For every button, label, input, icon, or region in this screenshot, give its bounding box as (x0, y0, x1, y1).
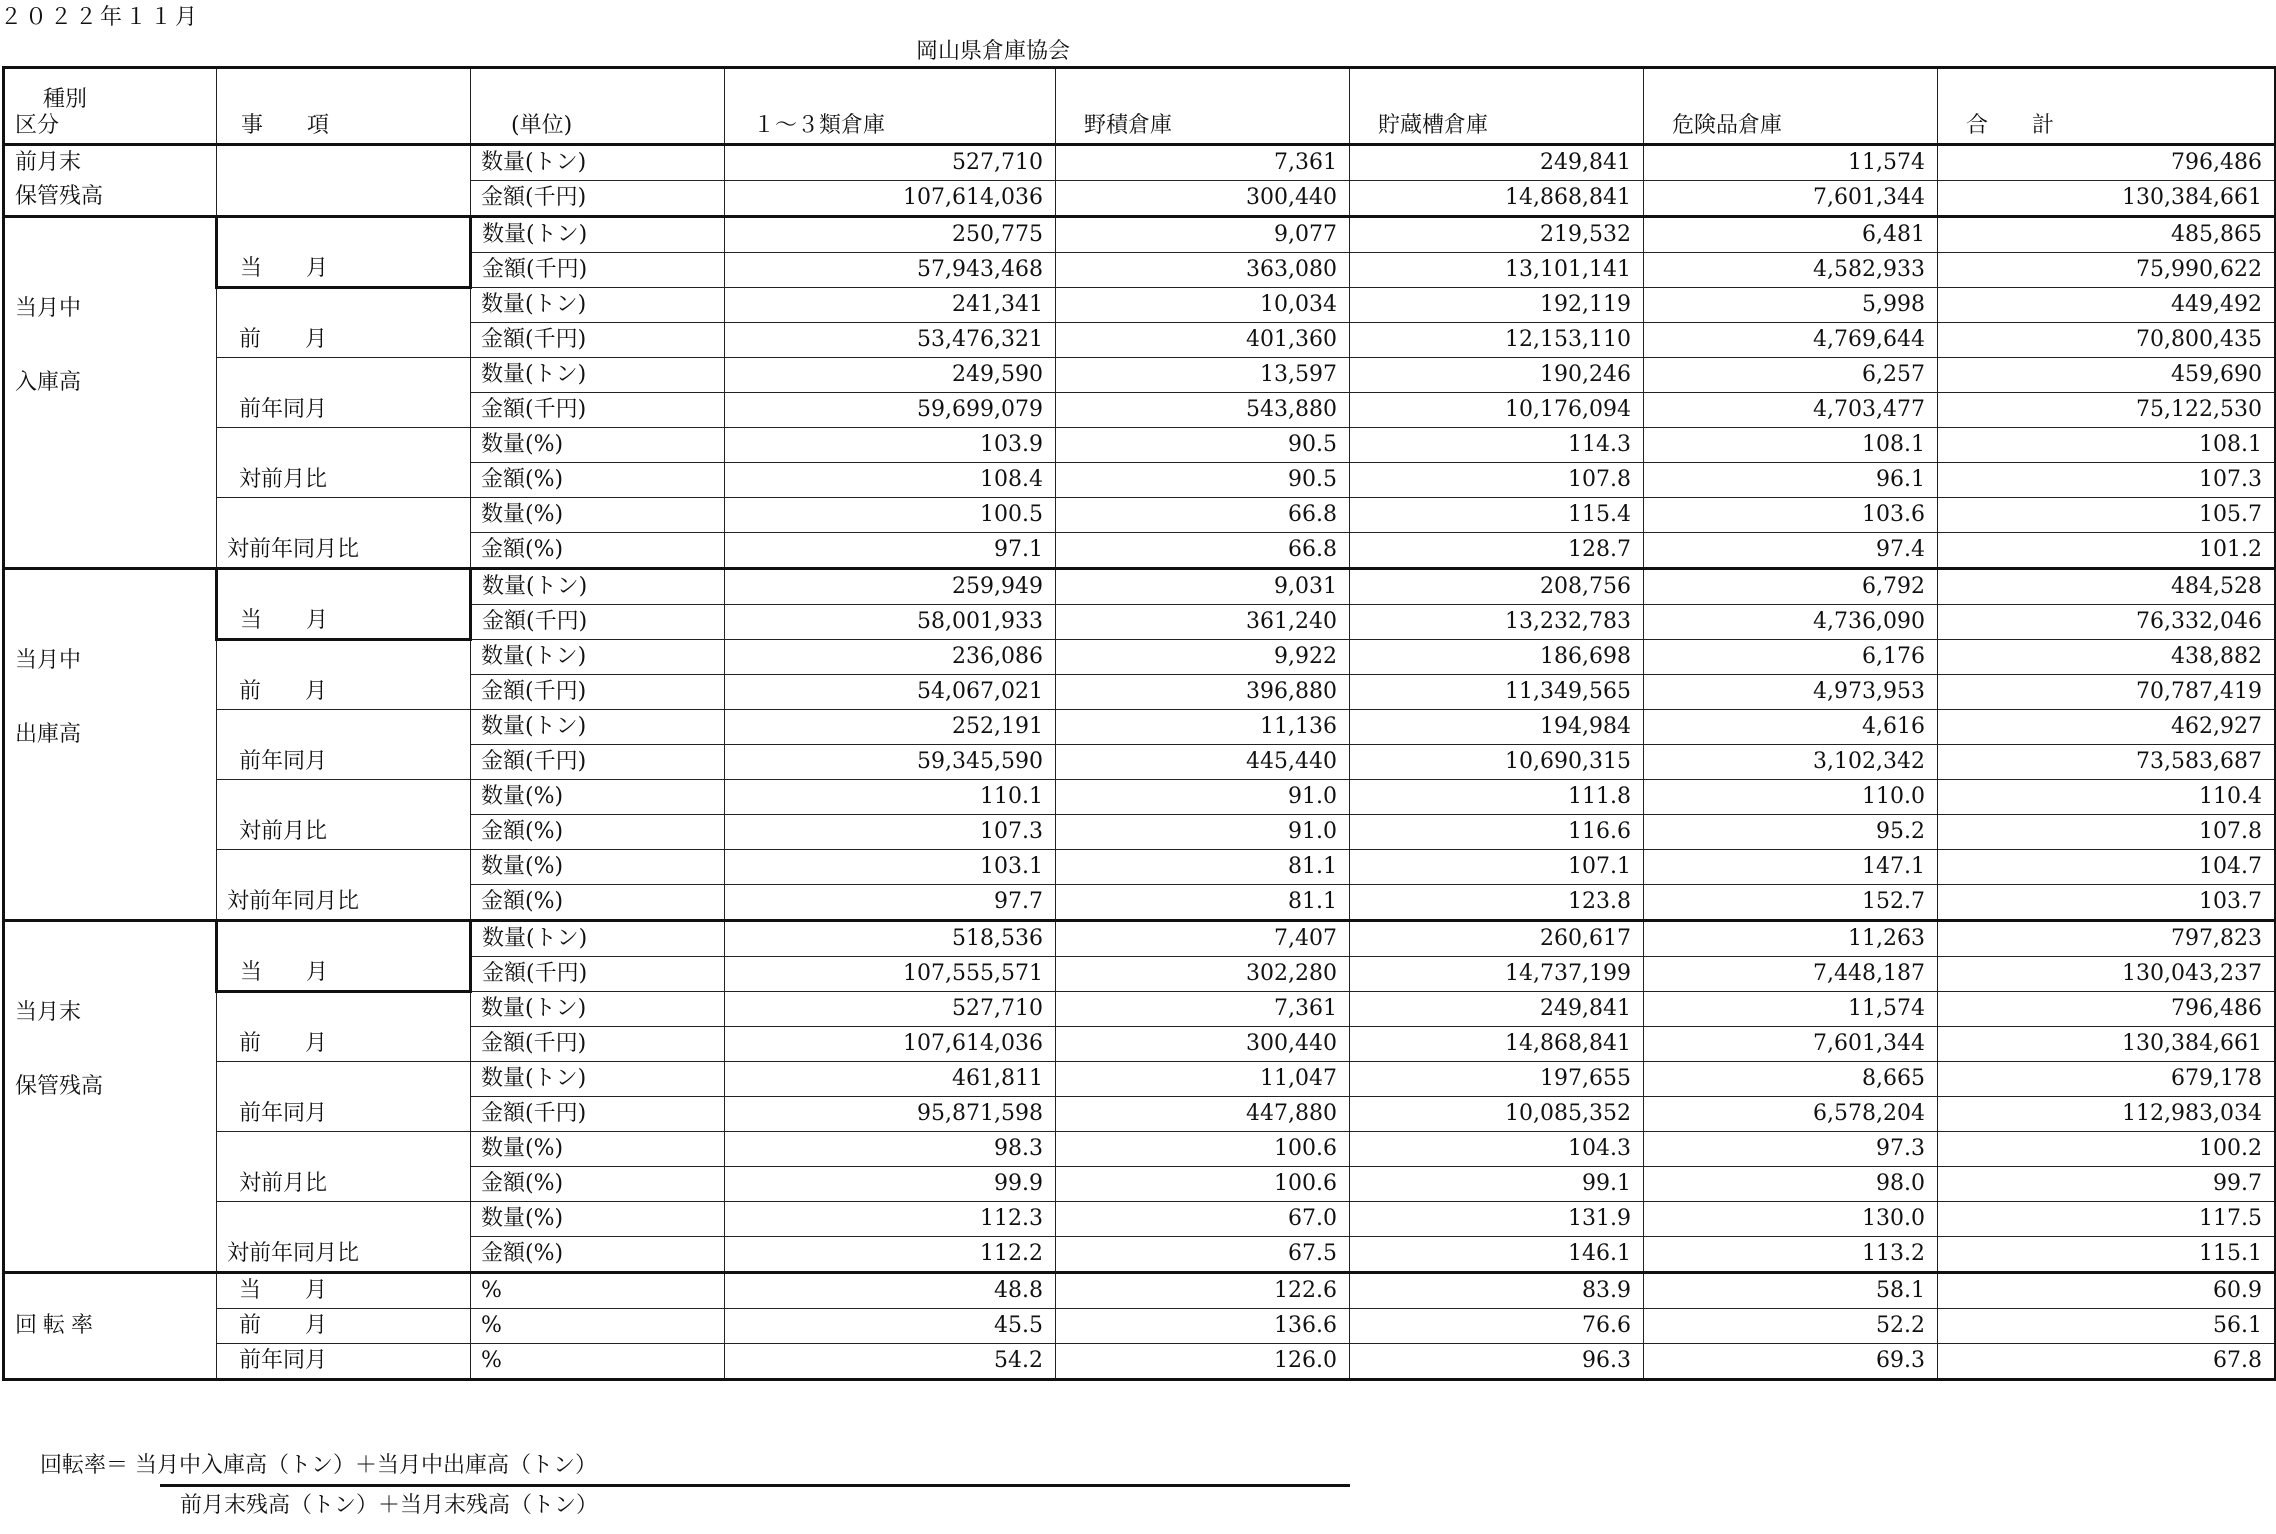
warehouse-statistics-table (2, 66, 2276, 1381)
value-cell: 192,119 (1350, 288, 1644, 323)
value-cell: 76.6 (1350, 1309, 1644, 1344)
value-cell: 7,601,344 (1644, 1027, 1938, 1062)
unit-cell: 数量(トン) (471, 358, 725, 393)
value-cell: 66.8 (1056, 533, 1350, 569)
value-cell: 52.2 (1644, 1309, 1938, 1344)
value-cell: 112,983,034 (1938, 1097, 2276, 1132)
value-cell: 103.7 (1938, 885, 2276, 921)
value-cell: 146.1 (1350, 1237, 1644, 1273)
value-cell: 527,710 (725, 145, 1056, 181)
value-cell: 236,086 (725, 640, 1056, 675)
value-cell: 6,257 (1644, 358, 1938, 393)
value-cell: 58.1 (1644, 1273, 1938, 1309)
value-cell: 14,868,841 (1350, 1027, 1644, 1062)
unit-cell: 数量(トン) (471, 921, 725, 957)
value-cell: 7,601,344 (1644, 181, 1938, 217)
value-cell: 252,191 (725, 710, 1056, 745)
category-label-line1: 当月中 (15, 296, 82, 321)
value-cell: 7,448,187 (1644, 957, 1938, 992)
item-previous: 前 月 (217, 992, 471, 1062)
unit-cell: % (471, 1344, 725, 1380)
value-cell: 97.3 (1644, 1132, 1938, 1167)
header-unit: (単位) (471, 68, 725, 145)
item-yoy_ratio: 対前年同月比 (217, 850, 471, 921)
table-row (4, 1202, 2276, 1237)
value-cell: 130,384,661 (1938, 181, 2276, 217)
unit-cell: 数量(%) (471, 1202, 725, 1237)
table-row (4, 640, 2276, 675)
unit-cell: 金額(%) (471, 885, 725, 921)
unit-cell: 金額(%) (471, 463, 725, 498)
unit-cell: 金額(千円) (471, 1097, 725, 1132)
table-row (4, 1309, 2276, 1344)
value-cell: 107.3 (1938, 463, 2276, 498)
item-mom_ratio: 対前月比 (217, 428, 471, 498)
item-prev_year: 前年同月 (217, 358, 471, 428)
value-cell: 96.3 (1350, 1344, 1644, 1380)
category-label-line2: 保管残高 (15, 1074, 104, 1099)
unit-cell: 金額(%) (471, 533, 725, 569)
value-cell: 796,486 (1938, 145, 2276, 181)
value-cell: 69.3 (1644, 1344, 1938, 1380)
table-row (4, 1062, 2276, 1097)
fraction-line (160, 1484, 1350, 1487)
value-cell: 90.5 (1056, 463, 1350, 498)
value-cell: 70,787,419 (1938, 675, 2276, 710)
unit-cell: 数量(%) (471, 498, 725, 533)
organization-name: 岡山県倉庫協会 (916, 39, 1071, 64)
value-cell: 128.7 (1350, 533, 1644, 569)
unit-cell: 金額(千円) (471, 393, 725, 428)
value-cell: 438,882 (1938, 640, 2276, 675)
value-cell: 53,476,321 (725, 323, 1056, 358)
value-cell: 4,973,953 (1644, 675, 1938, 710)
value-cell: 4,769,644 (1644, 323, 1938, 358)
value-cell: 259,949 (725, 569, 1056, 605)
header-category-top: 種別 (43, 87, 88, 112)
category-label-line2: 出庫高 (15, 722, 82, 747)
category-label (4, 145, 217, 217)
value-cell: 152.7 (1644, 885, 1938, 921)
unit-cell: 数量(%) (471, 850, 725, 885)
value-cell: 8,665 (1644, 1062, 1938, 1097)
value-cell: 10,690,315 (1350, 745, 1644, 780)
table-row (4, 850, 2276, 885)
value-cell: 76,332,046 (1938, 605, 2276, 640)
value-cell: 45.5 (725, 1309, 1056, 1344)
unit-cell: % (471, 1309, 725, 1344)
unit-cell: 金額(千円) (471, 253, 725, 288)
value-cell: 13,597 (1056, 358, 1350, 393)
value-cell: 56.1 (1938, 1309, 2276, 1344)
value-cell: 461,811 (725, 1062, 1056, 1097)
unit-cell: 金額(%) (471, 1167, 725, 1202)
table-row (4, 1344, 2276, 1380)
value-cell: 208,756 (1350, 569, 1644, 605)
value-cell: 58,001,933 (725, 605, 1056, 640)
category-label (4, 217, 217, 569)
category-label-line1: 当月中 (15, 648, 82, 673)
value-cell: 75,122,530 (1938, 393, 2276, 428)
value-cell: 110.4 (1938, 780, 2276, 815)
item-prev_year: 前年同月 (217, 710, 471, 780)
value-cell: 57,943,468 (725, 253, 1056, 288)
value-cell: 4,582,933 (1644, 253, 1938, 288)
item-mom_ratio: 対前月比 (217, 780, 471, 850)
unit-cell: 金額(千円) (471, 1027, 725, 1062)
header-column: １～３類倉庫 (725, 68, 1056, 145)
unit-cell: 金額(千円) (471, 605, 725, 640)
value-cell: 4,703,477 (1644, 393, 1938, 428)
value-cell: 96.1 (1644, 463, 1938, 498)
value-cell: 54,067,021 (725, 675, 1056, 710)
value-cell: 75,990,622 (1938, 253, 2276, 288)
value-cell: 97.4 (1644, 533, 1938, 569)
unit-cell: 数量(トン) (471, 145, 725, 181)
value-cell: 107,555,571 (725, 957, 1056, 992)
value-cell: 300,440 (1056, 1027, 1350, 1062)
value-cell: 115.1 (1938, 1237, 2276, 1273)
value-cell: 5,998 (1644, 288, 1938, 323)
item-current: 当 月 (217, 1273, 471, 1309)
value-cell: 100.5 (725, 498, 1056, 533)
value-cell: 9,077 (1056, 217, 1350, 253)
value-cell: 396,880 (1056, 675, 1350, 710)
item-prev_year: 前年同月 (217, 1344, 471, 1380)
value-cell: 363,080 (1056, 253, 1350, 288)
value-cell: 115.4 (1350, 498, 1644, 533)
value-cell: 90.5 (1056, 428, 1350, 463)
value-cell: 130.0 (1644, 1202, 1938, 1237)
unit-cell: 数量(トン) (471, 569, 725, 605)
value-cell: 108.1 (1938, 428, 2276, 463)
value-cell: 104.7 (1938, 850, 2276, 885)
category-label-line2: 保管残高 (15, 184, 104, 209)
unit-cell: 数量(トン) (471, 640, 725, 675)
table-row (4, 288, 2276, 323)
value-cell: 186,698 (1350, 640, 1644, 675)
value-cell: 111.8 (1350, 780, 1644, 815)
category-label-line1: 前月末 (15, 150, 82, 175)
item-yoy_ratio: 対前年同月比 (217, 1202, 471, 1273)
item-mom_ratio: 対前月比 (217, 1132, 471, 1202)
unit-cell: 金額(千円) (471, 957, 725, 992)
unit-cell: 数量(トン) (471, 992, 725, 1027)
value-cell: 11,047 (1056, 1062, 1350, 1097)
value-cell: 6,176 (1644, 640, 1938, 675)
value-cell: 59,699,079 (725, 393, 1056, 428)
value-cell: 108.1 (1644, 428, 1938, 463)
item-current: 当 月 (217, 921, 471, 992)
value-cell: 4,736,090 (1644, 605, 1938, 640)
item-cell (217, 145, 471, 217)
table-row (4, 1132, 2276, 1167)
value-cell: 10,085,352 (1350, 1097, 1644, 1132)
value-cell: 95,871,598 (725, 1097, 1056, 1132)
value-cell: 98.3 (725, 1132, 1056, 1167)
value-cell: 66.8 (1056, 498, 1350, 533)
header-category (4, 68, 217, 145)
turnover-formula (40, 1448, 599, 1518)
table-row (4, 428, 2276, 463)
table-row (4, 68, 2276, 145)
table-row (4, 992, 2276, 1027)
item-previous: 前 月 (217, 1309, 471, 1344)
value-cell: 103.6 (1644, 498, 1938, 533)
value-cell: 131.9 (1350, 1202, 1644, 1237)
value-cell: 449,492 (1938, 288, 2276, 323)
value-cell: 110.0 (1644, 780, 1938, 815)
value-cell: 130,384,661 (1938, 1027, 2276, 1062)
unit-cell: 数量(%) (471, 428, 725, 463)
value-cell: 104.3 (1350, 1132, 1644, 1167)
value-cell: 6,792 (1644, 569, 1938, 605)
value-cell: 445,440 (1056, 745, 1350, 780)
value-cell: 107,614,036 (725, 181, 1056, 217)
header-category-bottom: 区分 (15, 113, 60, 138)
value-cell: 249,841 (1350, 145, 1644, 181)
value-cell: 91.0 (1056, 815, 1350, 850)
value-cell: 83.9 (1350, 1273, 1644, 1309)
unit-cell: 金額(千円) (471, 323, 725, 358)
value-cell: 105.7 (1938, 498, 2276, 533)
item-previous: 前 月 (217, 288, 471, 358)
unit-cell: 数量(%) (471, 1132, 725, 1167)
unit-cell: 数量(トン) (471, 1062, 725, 1097)
table-row (4, 217, 2276, 253)
unit-cell: 数量(トン) (471, 288, 725, 323)
value-cell: 7,407 (1056, 921, 1350, 957)
header-column: 貯蔵槽倉庫 (1350, 68, 1644, 145)
value-cell: 103.9 (725, 428, 1056, 463)
header-column: 合 計 (1938, 68, 2276, 145)
value-cell: 249,841 (1350, 992, 1644, 1027)
value-cell: 91.0 (1056, 780, 1350, 815)
value-cell: 100.2 (1938, 1132, 2276, 1167)
value-cell: 14,737,199 (1350, 957, 1644, 992)
value-cell: 14,868,841 (1350, 181, 1644, 217)
value-cell: 13,232,783 (1350, 605, 1644, 640)
value-cell: 130,043,237 (1938, 957, 2276, 992)
value-cell: 107.8 (1938, 815, 2276, 850)
table-row (4, 145, 2276, 181)
value-cell: 462,927 (1938, 710, 2276, 745)
value-cell: 99.1 (1350, 1167, 1644, 1202)
unit-cell: 金額(%) (471, 815, 725, 850)
value-cell: 796,486 (1938, 992, 2276, 1027)
value-cell: 4,616 (1644, 710, 1938, 745)
unit-cell: 金額(千円) (471, 745, 725, 780)
value-cell: 99.7 (1938, 1167, 2276, 1202)
table-row (4, 780, 2276, 815)
value-cell: 249,590 (725, 358, 1056, 393)
table-row (4, 1273, 2276, 1309)
value-cell: 97.7 (725, 885, 1056, 921)
value-cell: 11,263 (1644, 921, 1938, 957)
unit-cell: % (471, 1273, 725, 1309)
value-cell: 10,176,094 (1350, 393, 1644, 428)
value-cell: 485,865 (1938, 217, 2276, 253)
value-cell: 126.0 (1056, 1344, 1350, 1380)
header-item: 事 項 (217, 68, 471, 145)
value-cell: 300,440 (1056, 181, 1350, 217)
value-cell: 107.3 (725, 815, 1056, 850)
value-cell: 117.5 (1938, 1202, 2276, 1237)
unit-cell: 数量(%) (471, 780, 725, 815)
item-current: 当 月 (217, 217, 471, 288)
unit-cell: 金額(千円) (471, 181, 725, 217)
value-cell: 361,240 (1056, 605, 1350, 640)
category-label-line2: 入庫高 (15, 370, 82, 395)
value-cell: 113.2 (1644, 1237, 1938, 1273)
item-prev_year: 前年同月 (217, 1062, 471, 1132)
value-cell: 241,341 (725, 288, 1056, 323)
unit-cell: 数量(トン) (471, 217, 725, 253)
value-cell: 11,574 (1644, 992, 1938, 1027)
value-cell: 98.0 (1644, 1167, 1938, 1202)
formula-numerator: 回転率＝ 当月中入庫高（トン）＋当月中出庫高（トン） (40, 1453, 597, 1478)
value-cell: 9,031 (1056, 569, 1350, 605)
header-column: 危険品倉庫 (1644, 68, 1938, 145)
value-cell: 100.6 (1056, 1167, 1350, 1202)
unit-cell: 金額(千円) (471, 675, 725, 710)
value-cell: 250,775 (725, 217, 1056, 253)
value-cell: 107,614,036 (725, 1027, 1056, 1062)
value-cell: 101.2 (1938, 533, 2276, 569)
value-cell: 110.1 (725, 780, 1056, 815)
value-cell: 459,690 (1938, 358, 2276, 393)
value-cell: 401,360 (1056, 323, 1350, 358)
value-cell: 122.6 (1056, 1273, 1350, 1309)
value-cell: 797,823 (1938, 921, 2276, 957)
value-cell: 543,880 (1056, 393, 1350, 428)
formula-denominator: 前月末残高（トン）＋当月末残高（トン） (180, 1493, 599, 1518)
item-previous: 前 月 (217, 640, 471, 710)
value-cell: 484,528 (1938, 569, 2276, 605)
value-cell: 100.6 (1056, 1132, 1350, 1167)
value-cell: 107.8 (1350, 463, 1644, 498)
value-cell: 123.8 (1350, 885, 1644, 921)
value-cell: 103.1 (725, 850, 1056, 885)
value-cell: 260,617 (1350, 921, 1644, 957)
table-row (4, 569, 2276, 605)
value-cell: 447,880 (1056, 1097, 1350, 1132)
value-cell: 67.5 (1056, 1237, 1350, 1273)
turnover-label: 回転率 (4, 1273, 217, 1380)
value-cell: 7,361 (1056, 145, 1350, 181)
value-cell: 11,349,565 (1350, 675, 1644, 710)
unit-cell: 金額(%) (471, 1237, 725, 1273)
value-cell: 95.2 (1644, 815, 1938, 850)
category-label (4, 569, 217, 921)
value-cell: 107.1 (1350, 850, 1644, 885)
value-cell: 112.2 (725, 1237, 1056, 1273)
value-cell: 114.3 (1350, 428, 1644, 463)
value-cell: 9,922 (1056, 640, 1350, 675)
value-cell: 12,153,110 (1350, 323, 1644, 358)
value-cell: 99.9 (725, 1167, 1056, 1202)
value-cell: 518,536 (725, 921, 1056, 957)
item-current: 当 月 (217, 569, 471, 640)
table-row (4, 921, 2276, 957)
table-row (4, 710, 2276, 745)
header-column: 野積倉庫 (1056, 68, 1350, 145)
value-cell: 194,984 (1350, 710, 1644, 745)
value-cell: 527,710 (725, 992, 1056, 1027)
value-cell: 48.8 (725, 1273, 1056, 1309)
value-cell: 197,655 (1350, 1062, 1644, 1097)
value-cell: 10,034 (1056, 288, 1350, 323)
report-date: ２０２２年１１月 (0, 5, 201, 30)
value-cell: 116.6 (1350, 815, 1644, 850)
value-cell: 81.1 (1056, 885, 1350, 921)
value-cell: 11,574 (1644, 145, 1938, 181)
value-cell: 679,178 (1938, 1062, 2276, 1097)
category-label (4, 921, 217, 1273)
value-cell: 60.9 (1938, 1273, 2276, 1309)
value-cell: 3,102,342 (1644, 745, 1938, 780)
value-cell: 73,583,687 (1938, 745, 2276, 780)
value-cell: 147.1 (1644, 850, 1938, 885)
table-row (4, 498, 2276, 533)
value-cell: 70,800,435 (1938, 323, 2276, 358)
value-cell: 6,578,204 (1644, 1097, 1938, 1132)
value-cell: 219,532 (1350, 217, 1644, 253)
value-cell: 11,136 (1056, 710, 1350, 745)
value-cell: 190,246 (1350, 358, 1644, 393)
unit-cell: 数量(トン) (471, 710, 725, 745)
table-row (4, 358, 2276, 393)
value-cell: 7,361 (1056, 992, 1350, 1027)
value-cell: 112.3 (725, 1202, 1056, 1237)
value-cell: 108.4 (725, 463, 1056, 498)
category-label-line1: 当月末 (15, 1000, 82, 1025)
item-yoy_ratio: 対前年同月比 (217, 498, 471, 569)
value-cell: 59,345,590 (725, 745, 1056, 780)
value-cell: 136.6 (1056, 1309, 1350, 1344)
value-cell: 302,280 (1056, 957, 1350, 992)
value-cell: 97.1 (725, 533, 1056, 569)
value-cell: 13,101,141 (1350, 253, 1644, 288)
value-cell: 67.0 (1056, 1202, 1350, 1237)
value-cell: 67.8 (1938, 1344, 2276, 1380)
value-cell: 6,481 (1644, 217, 1938, 253)
value-cell: 81.1 (1056, 850, 1350, 885)
value-cell: 54.2 (725, 1344, 1056, 1380)
